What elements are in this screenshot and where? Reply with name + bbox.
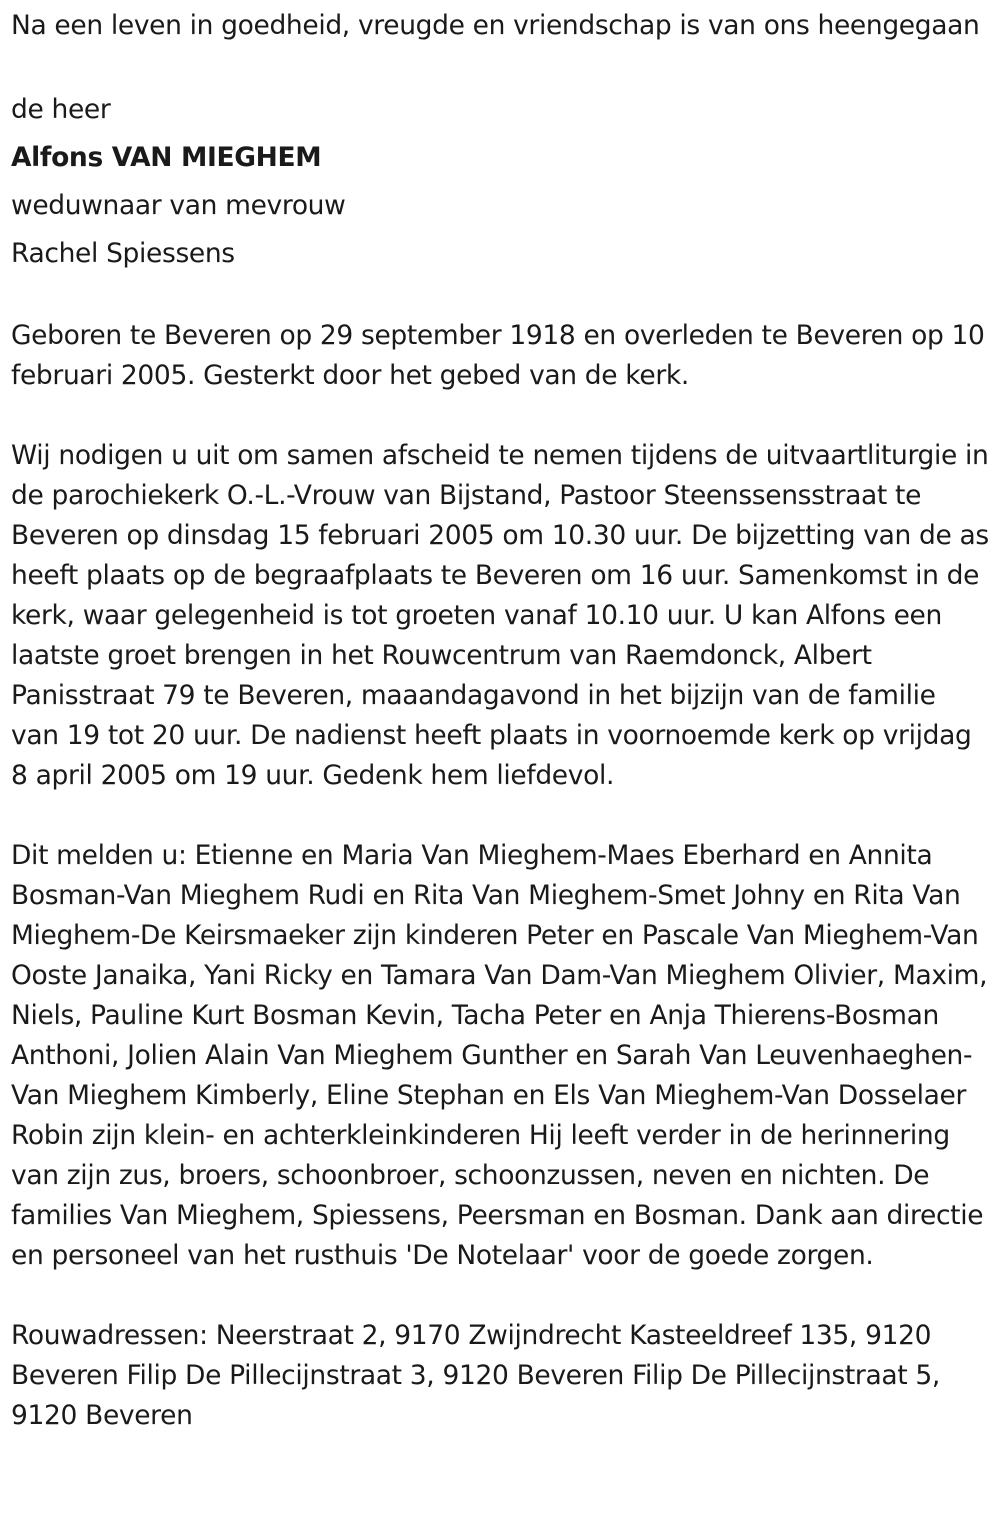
- family-announcement-paragraph: Dit melden u: Etienne en Maria Van Mieghem-Maes Eberhard en Annita Bosman-Van Mieghem Rudi en Rita Van Mieghem-Smet Johny en Rita Van Mieghem-De Keirsmaeker zijn kinderen Peter en Pascale Van Mieghem-Van Ooste Janaika, Yani Ricky en Tamara Van Dam-Van Mieghem Olivier, Maxim, Niels, Pauline Kurt Bosman Kevin, Tacha Peter en Anja Thierens-Bosman Anthoni, Jolien Alain Van Mieghem Gunther en Sarah Van Leuvenhaeghen-Van Mieghem Kimberly, Eline Stephan en Els Van Mieghem-Van Dosselaer Robin zijn klein- en achterkleinkinderen Hij leeft verder in de herinnering van zijn zus, broers, schoonbroer, schoonzussen, neven en nichten. De families Van Mieghem, Spiessens, Peersman en Bosman. Dank aan directie en personeel van het rusthuis 'De Notelaar' voor de goede zorgen.: [11, 840, 988, 1271]
- spouse-name: Rachel Spiessens: [11, 238, 235, 269]
- deceased-name: Alfons VAN MIEGHEM: [11, 142, 322, 173]
- relation-text: weduwnaar van mevrouw: [11, 190, 346, 221]
- funeral-details-paragraph: Wij nodigen u uit om samen afscheid te nemen tijdens de uitvaartliturgie in de parochiekerk O.-L.-Vrouw van Bijstand, Pastoor Steenssensstraat te Beveren op dinsdag 15 februari 2005 om 10.30 uur. De bijzetting van de as heeft plaats op de begraafplaats te Beveren om 16 uur. Samenkomst in de kerk, waar gelegenheid is tot groeten vanaf 10.10 uur. U kan Alfons een laatste groet brengen in het Rouwcentrum van Raemdonck, Albert Panisstraat 79 te Beveren, maaandagavond in het bijzijn van de familie van 19 tot 20 uur. De nadienst heeft plaats in voornoemde kerk op vrijdag 8 april 2005 om 19 uur. Gedenk hem liefdevol.: [11, 440, 989, 791]
- spacer: [11, 278, 990, 316]
- mourning-addresses-paragraph: Rouwadressen: Neerstraat 2, 9170 Zwijndrecht Kasteeldreef 135, 9120 Beveren Filip De Pillecijnstraat 3, 9120 Beveren Filip De Pillecijnstraat 5, 9120 Beveren: [11, 1320, 940, 1431]
- honorific-title: de heer: [11, 94, 111, 125]
- intro-text: Na een leven in goedheid, vreugde en vriendschap is van ons heengegaan: [11, 10, 980, 41]
- birth-death-paragraph: Geboren te Beveren op 29 september 1918 en overleden te Beveren op 10 februari 2005. Gesterkt door het gebed van de kerk.: [11, 320, 985, 391]
